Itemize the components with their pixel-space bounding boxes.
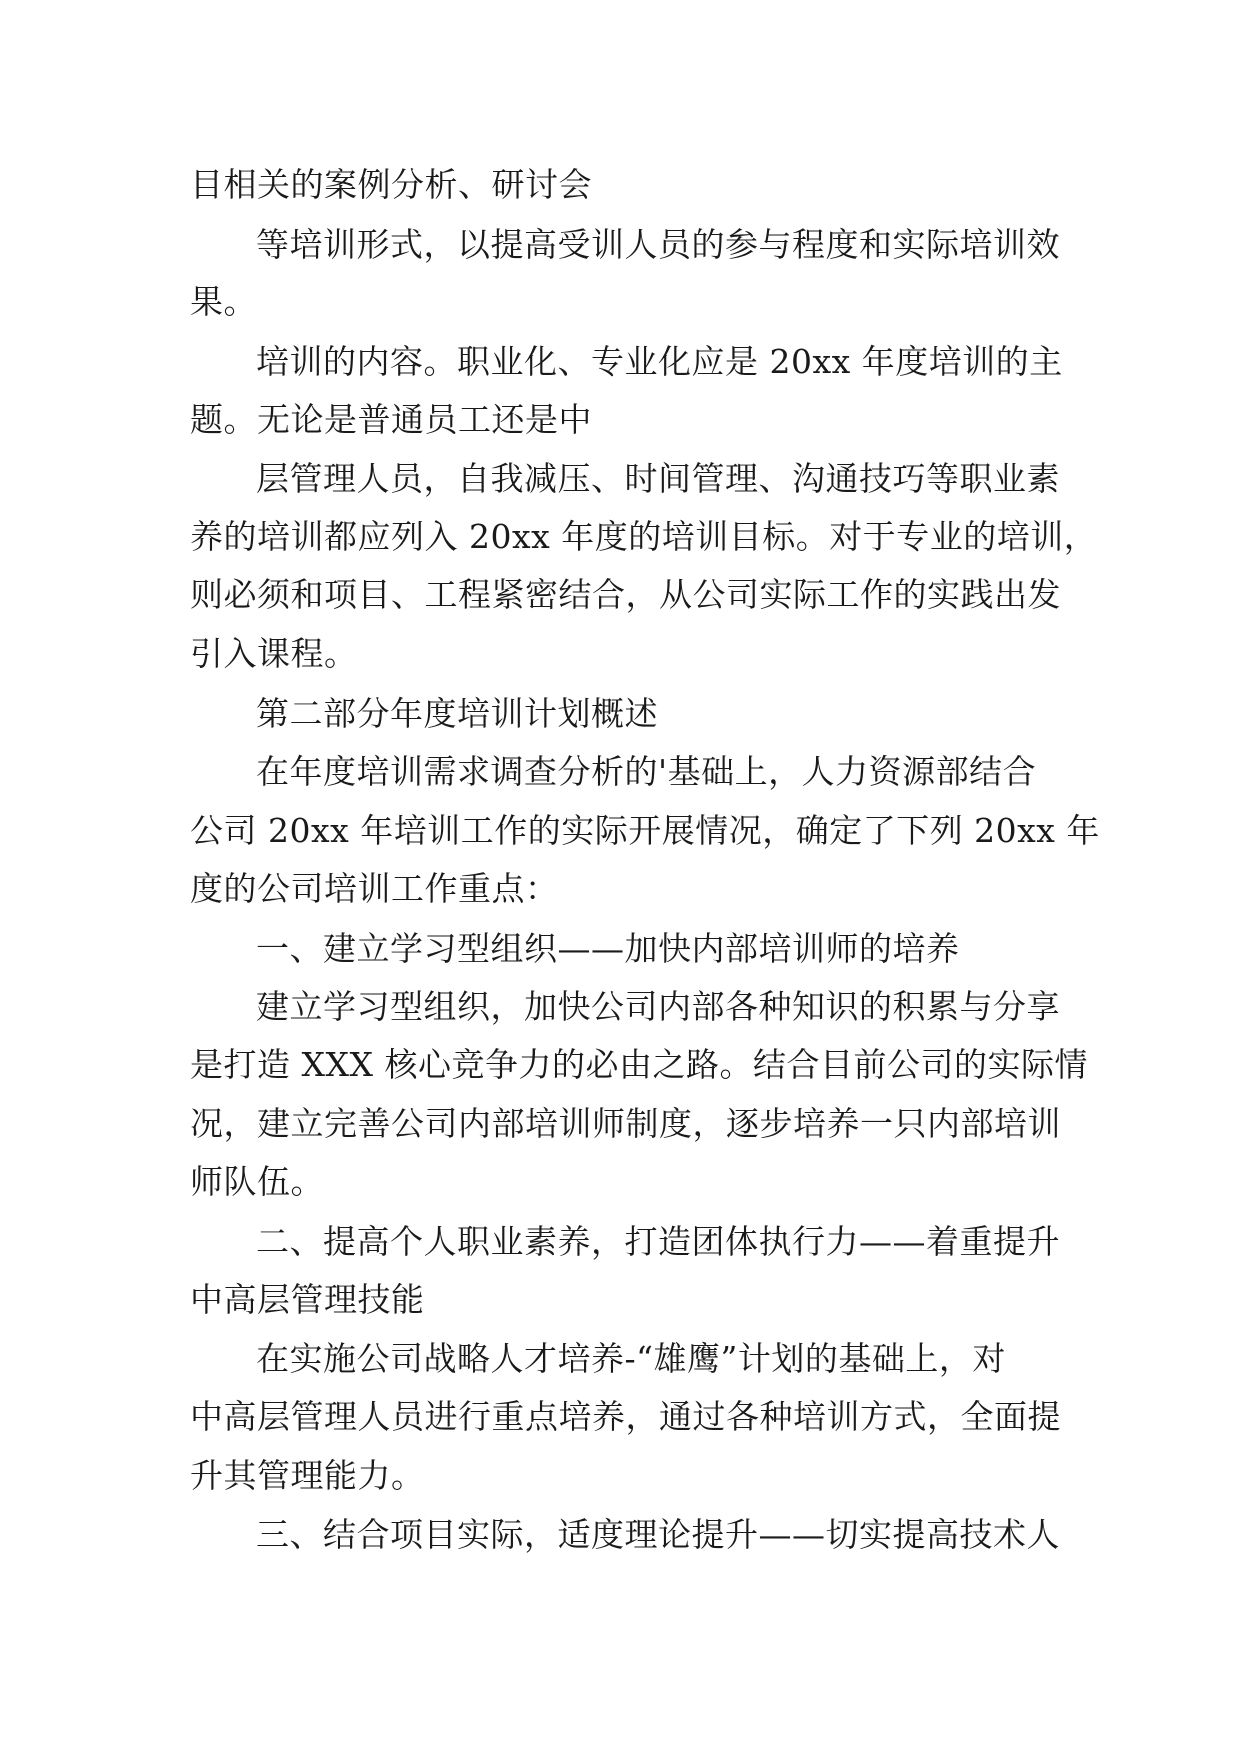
text-line: 况，建立完善公司内部培训师制度，逐步培养一只内部培训 [190, 1104, 1061, 1143]
text-line: 建立学习型组织，加快公司内部各种知识的积累与分享 [256, 987, 1060, 1026]
subsection-heading: 二、提高个人职业素养，打造团体执行力——着重提升 [256, 1222, 1060, 1261]
text-line: 中高层管理人员进行重点培养，通过各种培训方式，全面提 [190, 1397, 1061, 1436]
subsection-heading: 中高层管理技能 [190, 1280, 425, 1319]
text-line: 则必须和项目、工程紧密结合，从公司实际工作的实践出发 [190, 575, 1061, 614]
text-line: 果。 [190, 282, 257, 321]
section-heading: 第二部分年度培训计划概述 [256, 694, 658, 733]
text-line: 题。无论是普通员工还是中 [190, 400, 592, 439]
text-line: 是打造 XXX 核心竞争力的必由之路。结合目前公司的实际情 [190, 1045, 1088, 1084]
text-line: 升其管理能力。 [190, 1456, 425, 1495]
text-line: 等培训形式，以提高受训人员的参与程度和实际培训效 [256, 225, 1060, 264]
text-line: 公司 20xx 年培训工作的实际开展情况，确定了下列 20xx 年 [190, 811, 1100, 850]
subsection-heading: 一、建立学习型组织——加快内部培训师的培养 [256, 929, 960, 968]
text-line: 层管理人员，自我减压、时间管理、沟通技巧等职业素 [256, 459, 1060, 498]
subsection-heading: 三、结合项目实际，适度理论提升——切实提高技术人 [256, 1515, 1060, 1554]
text-line: 养的培训都应列入 20xx 年度的培训目标。对于专业的培训， [190, 517, 1098, 556]
text-line: 目相关的案例分析、研讨会 [190, 165, 592, 204]
text-line: 引入课程。 [190, 634, 358, 673]
text-line: 师队伍。 [190, 1162, 324, 1201]
text-line: 度的公司培训工作重点： [190, 869, 559, 908]
text-line: 在年度培训需求调查分析的'基础上，人力资源部结合 [256, 752, 1037, 791]
text-line: 在实施公司战略人才培养-“雄鹰”计划的基础上，对 [256, 1339, 1006, 1378]
text-line: 培训的内容。职业化、专业化应是 20xx 年度培训的主 [256, 342, 1063, 381]
